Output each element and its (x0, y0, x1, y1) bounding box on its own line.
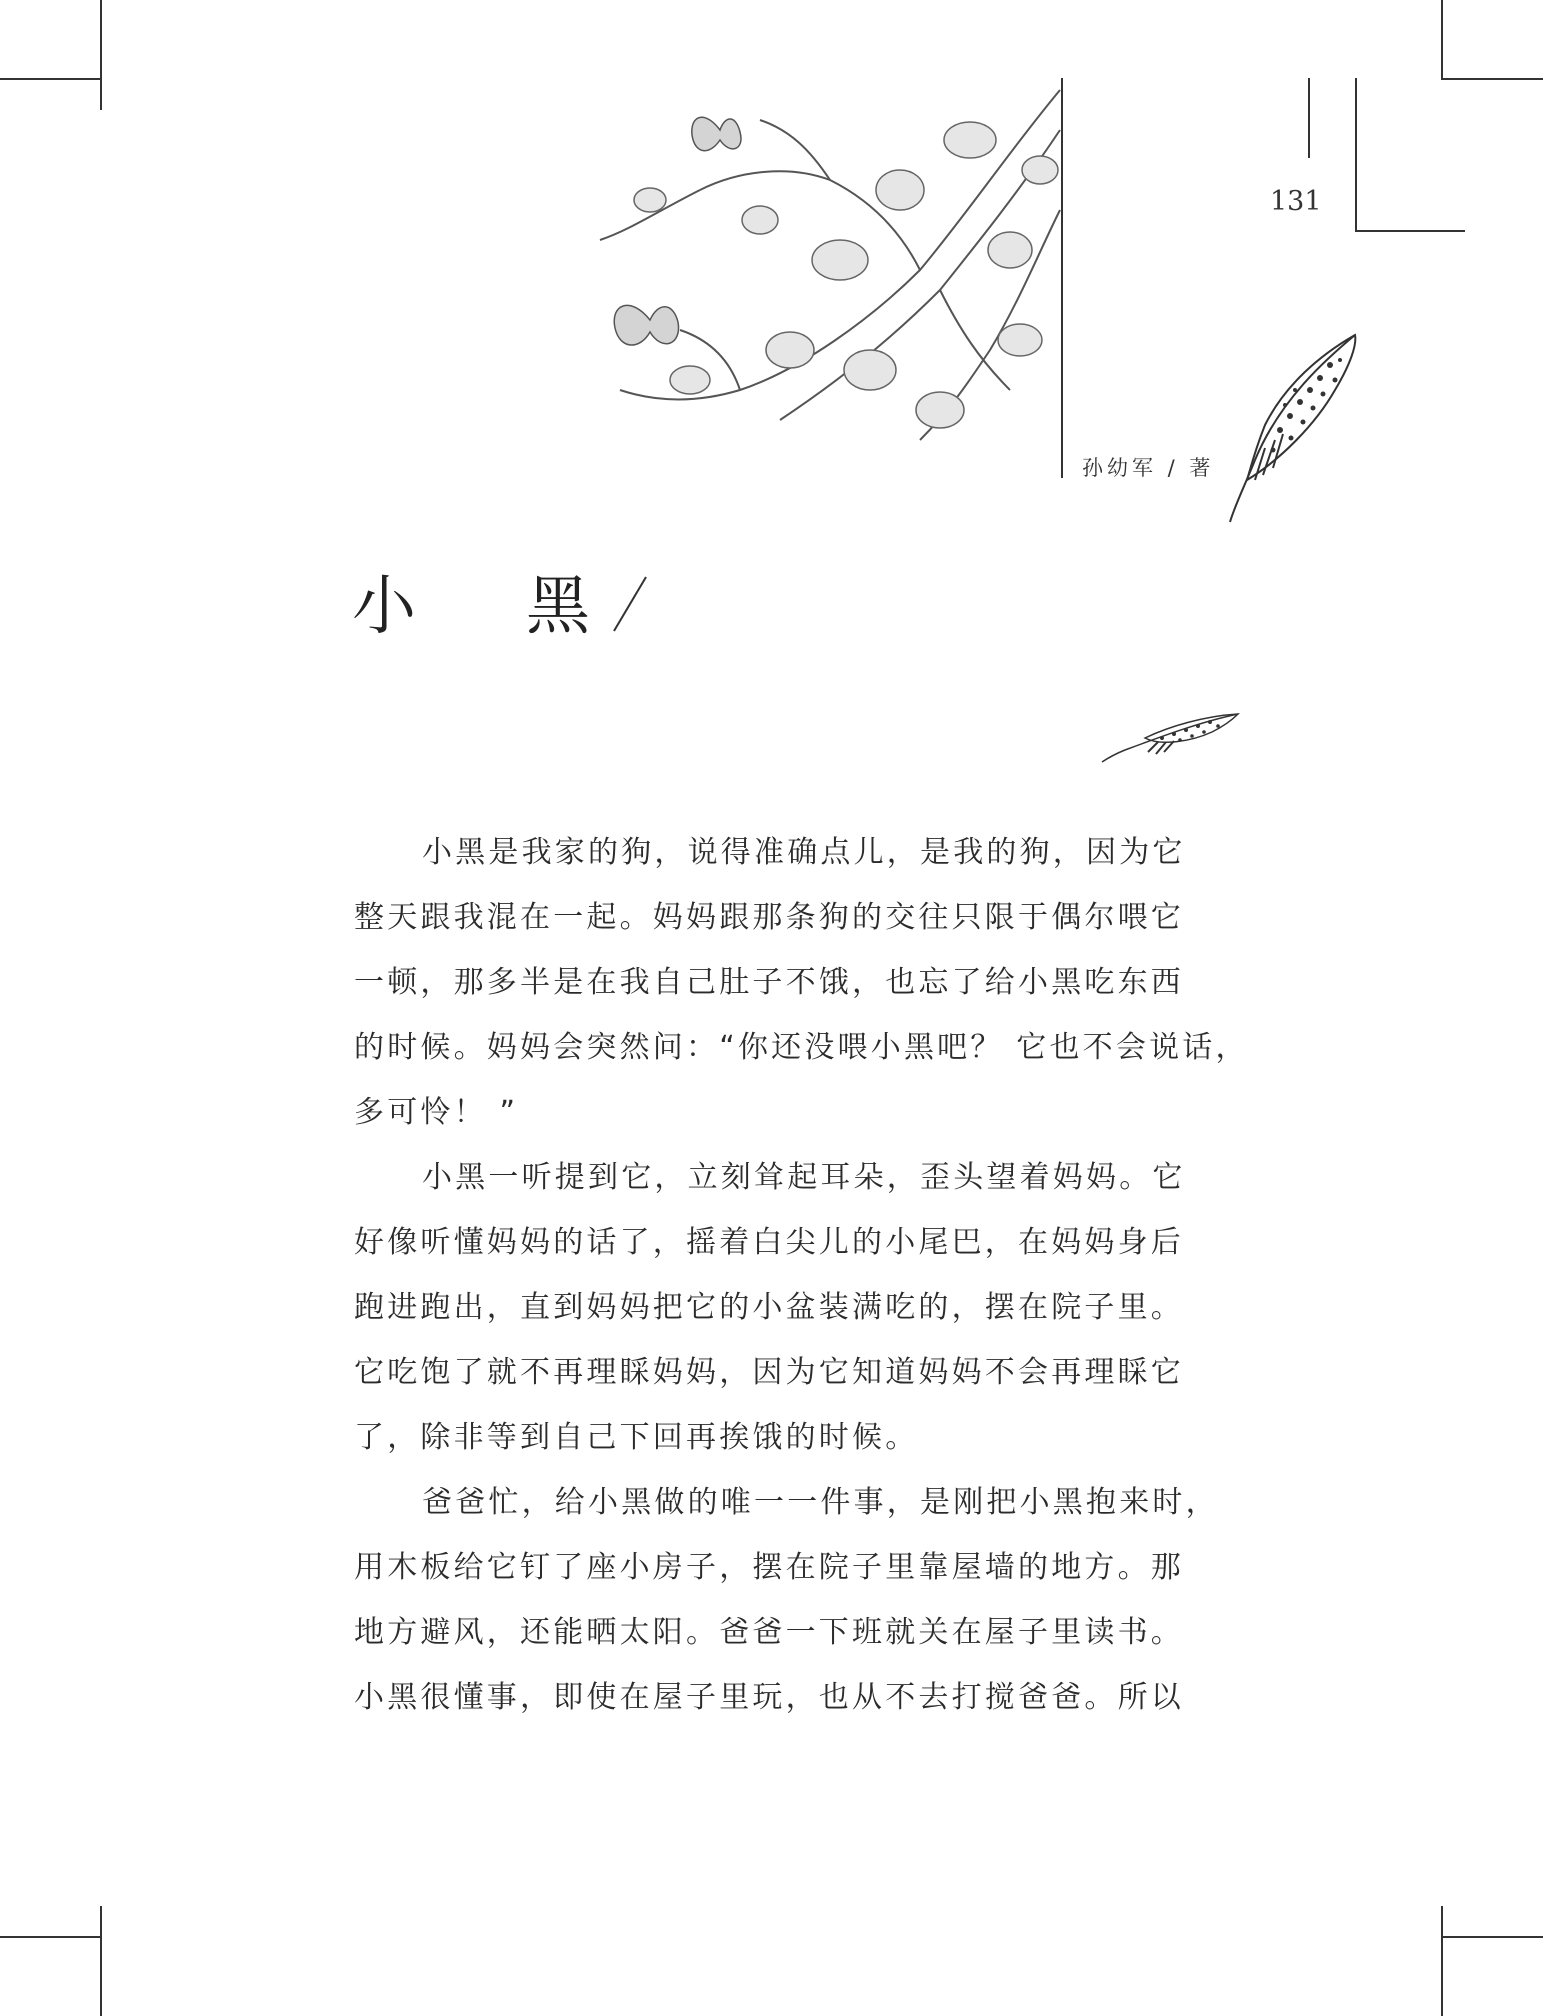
title-char-1: 小 (352, 570, 416, 644)
author-rule (1061, 78, 1063, 478)
paragraph-1 (354, 820, 1249, 1145)
text-line: 整天跟我混在一起。妈妈跟那条狗的交往只限于偶尔喂它 (354, 900, 1184, 935)
paragraph-2 (354, 1145, 1214, 1470)
text-line: 跑进跑出，直到妈妈把它的小盆装满吃的，摆在院子里。 (354, 1290, 1184, 1325)
author-credit: 孙幼军 / 著 (1082, 456, 1215, 480)
title-slash-ornament (612, 575, 648, 633)
text-line: 地方避风，还能晒太阳。爸爸一下班就关在屋子里读书。 (354, 1615, 1184, 1650)
text-line: 它吃饱了就不再理睬妈妈，因为它知道妈妈不会再理睬它 (354, 1355, 1184, 1390)
text-line: 小黑很懂事，即使在屋子里玩，也从不去打搅爸爸。所以 (354, 1680, 1184, 1715)
title-char-2: 黑 (526, 570, 590, 644)
flower-vine-illustration (540, 70, 1070, 470)
feather-icon (1225, 330, 1370, 525)
page-number: 131 (1270, 186, 1322, 217)
text-line: 一顿，那多半是在我自己肚子不饿，也忘了给小黑吃东西 (354, 965, 1184, 1000)
text-line: 的时候。妈妈会突然问：“你还没喂小黑吧？ 它也不会说话， (354, 1030, 1249, 1065)
chapter-title (352, 555, 590, 647)
text-line: 了，除非等到自己下回再挨饿的时候。 (354, 1420, 919, 1455)
feather-small-icon (1100, 712, 1240, 764)
text-line: 用木板给它钉了座小房子，摆在院子里靠屋墙的地方。那 (354, 1550, 1184, 1585)
paragraph-3 (354, 1470, 1219, 1730)
text-line: 小黑是我家的狗，说得准确点儿，是我的狗，因为它 (422, 835, 1186, 870)
text-line: 好像听懂妈妈的话了，摇着白尖儿的小尾巴，在妈妈身后 (354, 1225, 1184, 1260)
text-line: 多可怜！ ” (354, 1095, 519, 1130)
body-text (354, 820, 1249, 1730)
text-line: 小黑一听提到它，立刻耸起耳朵，歪头望着妈妈。它 (422, 1160, 1186, 1195)
text-line: 爸爸忙，给小黑做的唯一一件事，是刚把小黑抱来时， (422, 1485, 1219, 1520)
